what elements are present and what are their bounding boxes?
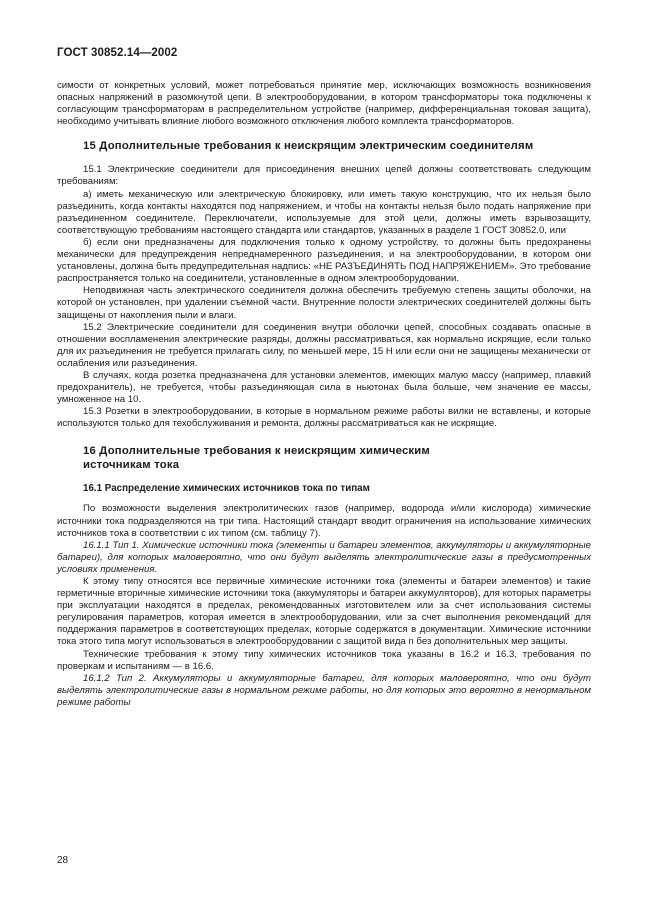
clause-16-1-2-type2: 16.1.2 Тип 2. Аккумуляторы и аккумуляторные батареи, для которых маловероятно, что они будут выделять электролитические газы в нормальном режиме работы, но для которых это вероятно в ненормальном режиме работы <box>57 672 591 708</box>
section-heading-16-line1: 16 Дополнительные требования к неискрящим химическим <box>83 445 430 458</box>
clause-15-1: 15.1 Электрические соединители для присоединения внешних цепей должны соответствовать следующим требованиям: <box>57 164 591 188</box>
clause-15-3: 15.3 Розетки в электрооборудовании, в которые в нормальном режиме работы вилки не вставлены, и которые используются только для техобслуживания и ремонта, должны рассматриваться как не искрящие. <box>57 406 591 430</box>
clause-15-2: 15.2 Электрические соединители для соединения внутри оболочки цепей, способных создавать опасные в отношении воспламенения электрические разряды, должны рассматриваться, как нормально искрящие, если только для их разъединения не требуется прилагать силу, по меньшей мере, 15 Н или если они не защищены механически от ослабления или разъединения. <box>57 321 591 369</box>
clause-16-1-1-requirements: Технические требования к этому типу химических источников тока указаны в 16.2 и 16.3, требования по проверкам и испытаниям — в 16.6. <box>57 648 591 672</box>
clause-15-1-b: б) если они предназначены для подключения только к одному устройству, то должны быть предохранены механически для предупреждения непреднамеренного разъединения, и на электрооборудовании, в котором они установлены, должна быть предупредительная надпись: «НЕ РАЗЪЕДИНЯТЬ ПОД НАПРЯЖЕНИЕМ». Это требование распространяется только на соединители, установленные в одном электрооборудовании. <box>57 236 591 285</box>
clause-15-2-socket: В случаях, когда розетка предназначена для установки элементов, имеющих малую массу (например, плавкий предохранитель), не требуется, чтобы разъединяющая сила в ньютонах была больше, чем значение ее массы, умноженное на 10. <box>57 369 591 406</box>
running-header-standard: ГОСТ 30852.14—2002 <box>57 47 178 59</box>
clause-16-1-1-type1: 16.1.1 Тип 1. Химические источники тока (элементы и батареи элементов, аккумуляторы и аккумуляторные батареи), для которых маловероятно, что они будут выделять электролитические газы в предусмотренных условиях применения. <box>57 539 591 575</box>
clause-15-1-a: а) иметь механическую или электрическую блокировку, или иметь такую конструкцию, что их нельзя было разъединить, когда контакты находятся под напряжением, и чтобы на контакты нельзя было подать напряжение при разъединенном соединителе. Переключатели, используемые для этой цели, должны иметь взрывозащиту, соответствующую требованиям настоящего стандарта или стандартов, указанных в разделе 1 ГОСТ 30852.0, или <box>57 188 591 236</box>
page-number: 28 <box>57 855 69 866</box>
section-heading-16 <box>57 444 591 472</box>
page-body <box>57 80 591 709</box>
subsection-heading-16-1: 16.1 Распределение химических источников тока по типам <box>83 483 370 495</box>
clause-15-1-fixed-part: Неподвижная часть электрического соединителя должна обеспечить требуемую степень защиты оболочки, на которой он установлен, при удалении съемной части. Внутренние полости электрических соединителей должны быть защищены от накопления пыли и влаги. <box>57 285 591 321</box>
section-heading-15: 15 Дополнительные требования к неискрящим электрическим соединителям <box>83 140 534 153</box>
section-heading-16-line2: источникам тока <box>83 459 180 472</box>
paragraph-continuation: симости от конкретных условий, может потребоваться принятие мер, исключающих возможность возникновения опасных напряжений в разомкнутой цепи. В электрооборудовании, в котором трансформаторы тока подключены к согласующим трансформаторам в распределительном устройстве (например, дифференциальная токовая защита), необходимо учитывать влияние любого возможного отключения любого комплекта трансформаторов. <box>57 80 591 128</box>
clause-16-1-1-description: К этому типу относятся все первичные химические источники тока (элементы и батареи элементов) и такие герметичные вторичные химические источники тока (аккумуляторы и батареи аккумуляторов), для которых параметры при эксплуатации находятся в пределах, рекомендованных изготовителем или за счет использования системы регулирования параметров, которая имеется в электрооборудовании, или за счет выполнения рекомендаций для поддержания параметров в соответствующих пределах, которые содержатся в документации. Химические источники тока этого типа могут использоваться в электрооборудовании с защитой вида n без дополнительных мер защиты. <box>57 576 591 648</box>
clause-16-1-intro: По возможности выделения электролитических газов (например, водорода и/или кислорода) химические источники тока подразделяются на три типа. Настоящий стандарт вводит ограничения на использование химических источников тока в соответствии с их типом (см. таблицу 7). <box>57 503 591 539</box>
